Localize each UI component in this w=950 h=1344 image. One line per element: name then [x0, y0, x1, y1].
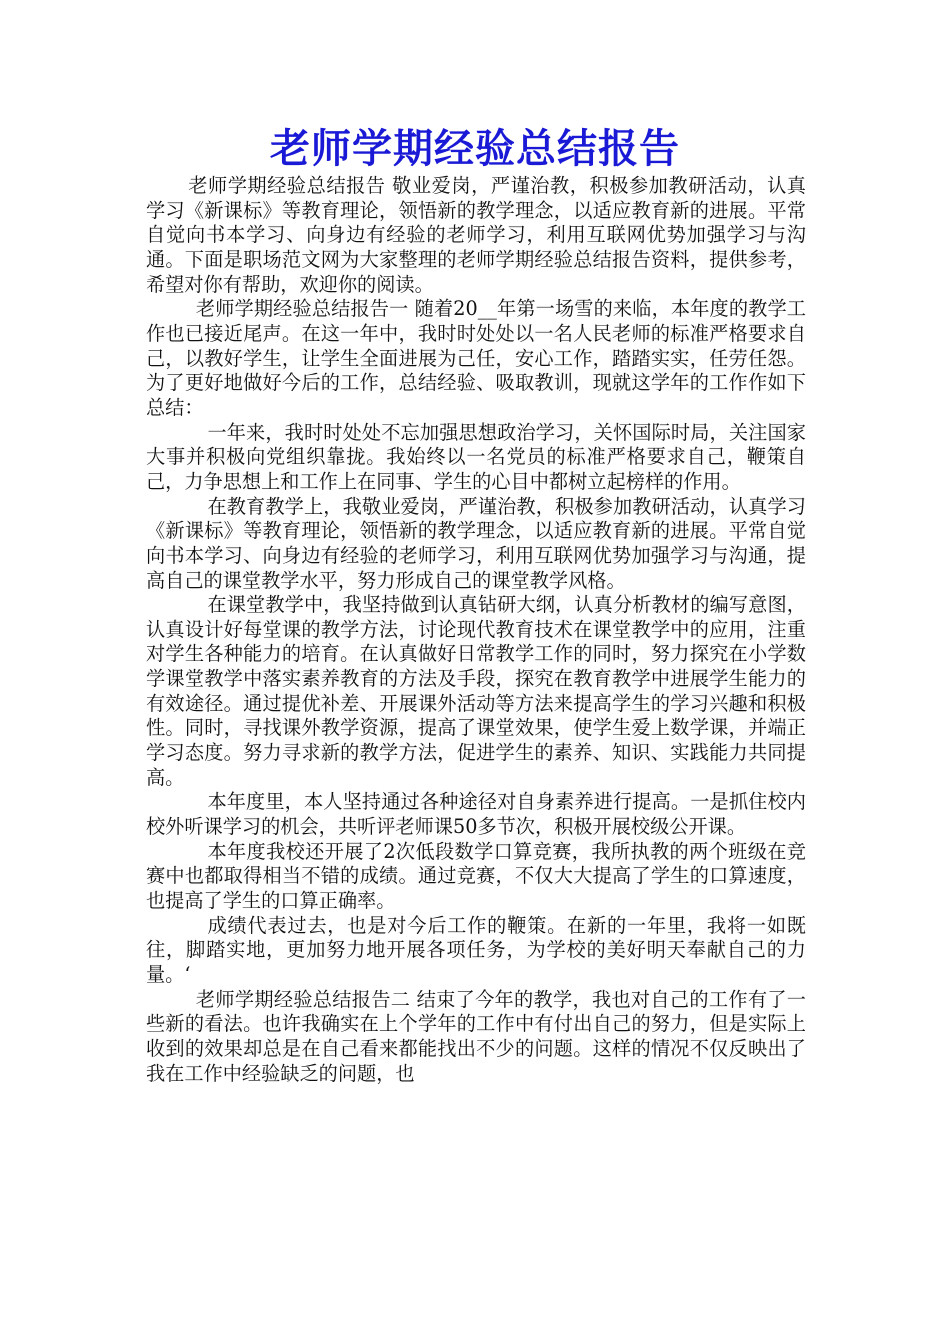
paragraph-intro: 老师学期经验总结报告 敬业爱岗，严谨治教，积极参加教研活动，认真学习《新课标》等教育理论，领悟新的教学理念，以适应教育新的进展。平常自觉向书本学习、向身边有经验的老师学习，利用互联网优势加强学习与沟通。下面是职场范文网为大家整理的老师学期经验总结报告资料，提供参考，希望对你有帮助，欢迎你的阅读。	[146, 174, 806, 296]
paragraph-education-teaching: 在教育教学上，我敬业爱岗，严谨治教，积极参加教研活动，认真学习《新课标》等教育理论，领悟新的教学理念，以适应教育新的进展。平常自觉向书本学习、向身边有经验的老师学习，利用互联网优势加强学习与沟通，提高自己的课堂教学水平，努力形成自己的课堂教学风格。	[146, 494, 806, 592]
document-body	[146, 174, 806, 1086]
document-title: 老师学期经验总结报告	[270, 125, 680, 172]
paragraph-report-one: 老师学期经验总结报告一 随着20__年第一场雪的来临，本年度的教学工作也已接近尾声。在这一年中，我时时处处以一名人民老师的标准严格要求自己，以教好学生，让学生全面进展为己任，安心工作，踏踏实实，任劳任怨。为了更好地做好今后的工作，总结经验、吸取教训，现就这学年的工作作如下总结：	[146, 297, 806, 419]
paragraph-report-two: 老师学期经验总结报告二 结束了今年的教学，我也对自己的工作有了一些新的看法。也许我确实在上个学年的工作中有付出自己的努力，但是实际上收到的效果却总是在自己看来都能找出不少的问题。这样的情况不仅反映出了我在工作中经验缺乏的问题，也	[146, 987, 806, 1085]
paragraph-math-competition: 本年度我校还开展了2次低段数学口算竞赛，我所执教的两个班级在竞赛中也都取得相当不错的成绩。通过竞赛，不仅大大提高了学生的口算速度，也提高了学生的口算正确率。	[146, 839, 806, 913]
paragraph-classroom-teaching: 在课堂教学中，我坚持做到认真钻研大纲，认真分析教材的编写意图，认真设计好每堂课的教学方法，讨论现代教育技术在课堂教学中的应用，注重对学生各种能力的培育。在认真做好日常教学工作的同时，努力探究在小学数学课堂教学中落实素养教育的方法及手段，探究在教育教学中进展学生能力的有效途径。通过提优补差、开展课外活动等方法来提高学生的学习兴趣和积极性。同时，寻找课外教学资源，提高了课堂效果，使学生爱上数学课，并端正学习态度。努力寻求新的教学方法，促进学生的素养、知识、实践能力共同提高。	[146, 593, 806, 789]
paragraph-future-work: 成绩代表过去，也是对今后工作的鞭策。在新的一年里，我将一如既往，脚踏实地，更加努力地开展各项任务，为学校的美好明天奉献自己的力量。‘	[146, 913, 806, 986]
paragraph-political-study: 一年来，我时时处处不忘加强思想政治学习，关怀国际时局，关注国家大事并积极向党组织靠拢。我始终以一名党员的标准严格要求自己，鞭策自己，力争思想上和工作上在同事、学生的心目中都树立起榜样的作用。	[146, 420, 806, 493]
paragraph-self-improvement: 本年度里，本人坚持通过各种途径对自身素养进行提高。一是抓住校内校外听课学习的机会，共听评老师课50多节次，积极开展校级公开课。	[146, 790, 806, 839]
